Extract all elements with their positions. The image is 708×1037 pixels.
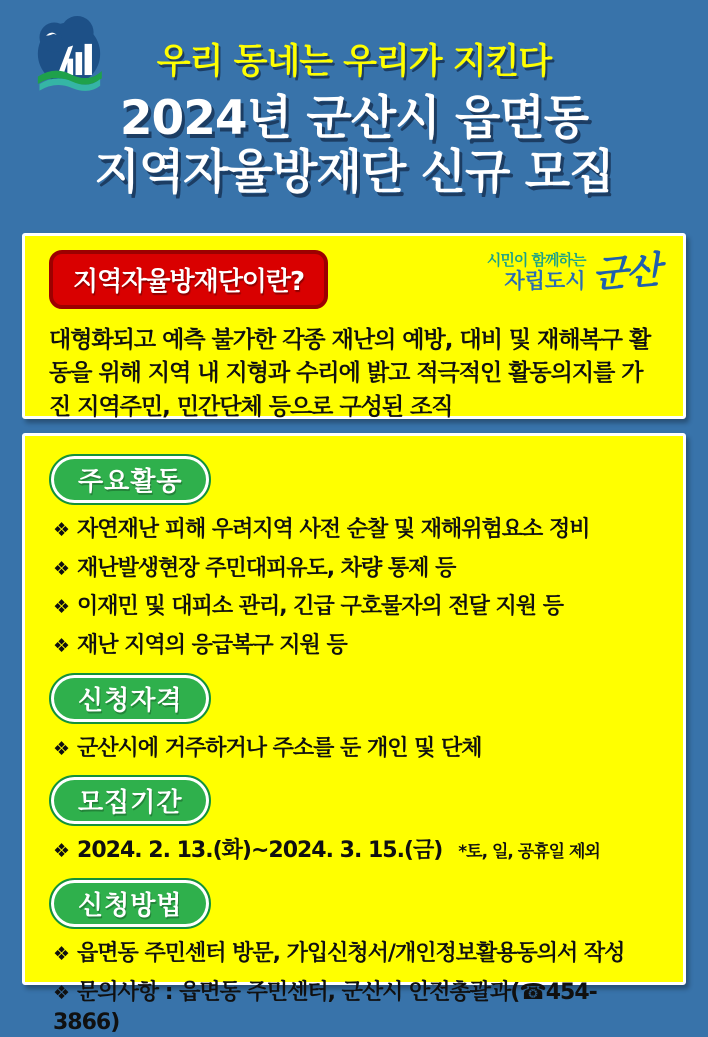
info-section (49, 775, 659, 866)
item-text: 재난 지역의 응급복구 지원 등 (77, 633, 347, 659)
info-sections (49, 454, 659, 1037)
section-badge: 모집기간 (49, 775, 211, 826)
intro-panel-top (49, 250, 659, 309)
list-item (53, 939, 659, 969)
list-item (53, 592, 659, 622)
diamond-bullet-icon: ❖ (53, 737, 70, 760)
section-badge: 신청방법 (49, 878, 211, 929)
brand-text-lines (487, 252, 586, 293)
item-text: 이재민 및 대피소 관리, 긴급 구호물자의 전달 지원 등 (77, 594, 563, 620)
item-text: 문의사항 : 읍면동 주민센터, 군산시 안전총괄과(☎454-3866) (53, 979, 597, 1035)
item-text: 자연재난 피해 우려지역 사전 순찰 및 재해위험요소 정비 (77, 517, 590, 542)
diamond-bullet-icon: ❖ (53, 840, 70, 863)
info-section (49, 878, 659, 1037)
list-item (53, 554, 659, 584)
info-panel (22, 433, 686, 1035)
intro-panel (22, 233, 686, 419)
intro-description: 대형화되고 예측 불가한 각종 재난의 예방, 대비 및 재해복구 활동을 위해 지역 내 지형과 수리에 밝고 적극적인 활동의지를 가진 지역주민, 민간단체 등으로 구성된 조직 (49, 327, 651, 420)
section-badge: 신청자격 (49, 673, 211, 724)
gunsan-brand-mark (486, 248, 661, 297)
diamond-bullet-icon: ❖ (53, 981, 70, 1004)
slogan: 우리 동네는 우리가 지킨다 (156, 42, 552, 82)
list-item (53, 515, 659, 545)
section-items (49, 515, 659, 661)
section-items (49, 836, 659, 866)
item-note: *토, 일, 공휴일 제외 (458, 842, 600, 863)
poster-title-line2: 지역자율방재단 신규 모집 (94, 145, 614, 201)
item-text: 2024. 2. 13.(화)~2024. 3. 15.(금) (77, 838, 443, 864)
brand-line2: 자립도시 (504, 269, 586, 294)
list-item (53, 836, 659, 866)
item-text: 읍면동 주민센터 방문, 가입신청서/개인정보활용동의서 작성 (77, 941, 625, 967)
brand-wordmark: 군산 (589, 248, 661, 297)
section-items (49, 939, 659, 1037)
section-items (49, 734, 659, 764)
diamond-bullet-icon: ❖ (53, 943, 70, 966)
diamond-bullet-icon: ❖ (53, 519, 70, 541)
poster-header (0, 0, 708, 233)
list-item (53, 631, 659, 661)
list-item (53, 978, 659, 1037)
diamond-bullet-icon: ❖ (53, 596, 70, 619)
info-section (49, 454, 659, 661)
section-badge: 주요활동 (49, 454, 211, 505)
item-text: 군산시에 거주하거나 주소를 둔 개인 및 단체 (77, 735, 482, 761)
info-section (49, 673, 659, 764)
poster-title-line1: 2024년 군산시 읍면동 (119, 91, 589, 146)
diamond-bullet-icon: ❖ (53, 635, 70, 658)
brand-line1: 시민이 함께하는 (486, 251, 586, 269)
intro-badge: 지역자율방재단이란? (49, 250, 328, 309)
diamond-bullet-icon: ❖ (53, 557, 70, 580)
list-item (53, 734, 659, 764)
poster-title (0, 92, 708, 200)
item-text: 재난발생현장 주민대피유도, 차량 통제 등 (77, 555, 456, 581)
gunsan-city-logo (28, 10, 110, 104)
